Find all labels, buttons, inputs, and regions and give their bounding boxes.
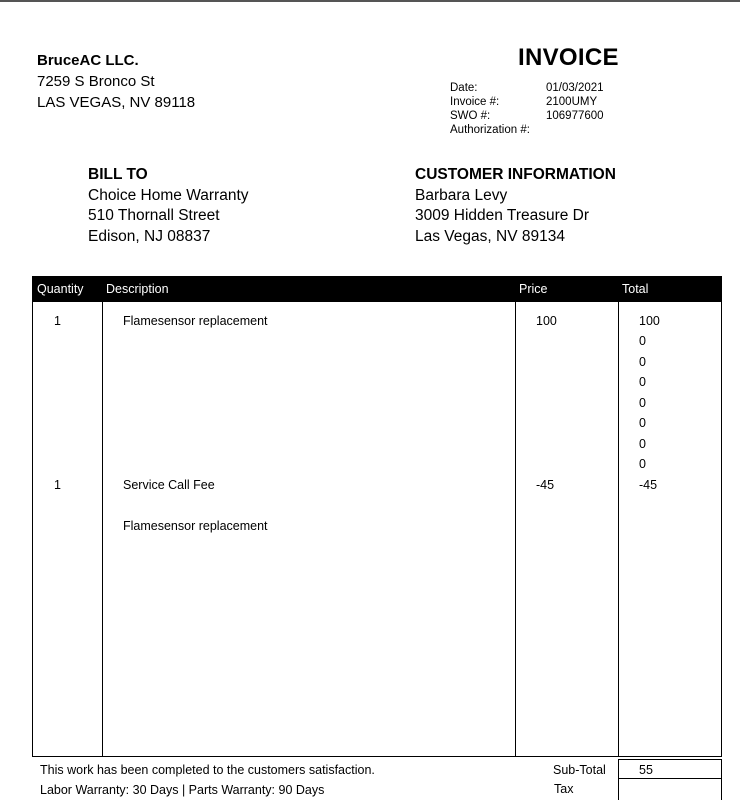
customer-info-line: Las Vegas, NV 89134 <box>415 228 565 245</box>
swo-number-value: 106977600 <box>546 110 604 122</box>
tax-label: Tax <box>554 782 574 796</box>
subtotal-box <box>618 759 722 779</box>
customer-info-line: 3009 Hidden Treasure Dr <box>415 207 590 224</box>
row-total: -45 <box>639 478 658 492</box>
column-header-quantity: Quantity <box>37 282 84 296</box>
column-header-description: Description <box>106 282 169 296</box>
row-total: 0 <box>639 396 646 410</box>
invoice-title: INVOICE <box>518 44 619 71</box>
company-address-line1: 7259 S Bronco St <box>37 73 155 90</box>
customer-info-title: CUSTOMER INFORMATION <box>415 166 616 183</box>
bill-to-line: 510 Thornall Street <box>88 207 220 224</box>
bill-to-line: Choice Home Warranty <box>88 187 249 204</box>
line-items-table <box>32 276 722 757</box>
completion-note: This work has been completed to the customers satisfaction. <box>40 763 375 777</box>
column-divider <box>618 302 619 756</box>
column-header-total: Total <box>622 282 649 296</box>
row-quantity: 1 <box>54 478 61 492</box>
invoice-number-value: 2100UMY <box>546 96 598 108</box>
row-total: 100 <box>639 314 660 328</box>
column-divider <box>515 302 516 756</box>
swo-number-label: SWO #: <box>450 110 491 122</box>
bill-to-line: Edison, NJ 08837 <box>88 228 211 245</box>
table-header <box>33 277 721 302</box>
warranty-note: Labor Warranty: 30 Days | Parts Warranty: 90 Days <box>40 783 325 797</box>
row-total: 0 <box>639 437 646 451</box>
customer-info-line: Barbara Levy <box>415 187 508 204</box>
row-total: 0 <box>639 416 646 430</box>
top-border <box>0 0 740 2</box>
company-address-line2: LAS VEGAS, NV 89118 <box>37 94 196 111</box>
authorization-label: Authorization #: <box>450 124 530 136</box>
tax-box <box>618 778 722 800</box>
bill-to-title: BILL TO <box>88 166 148 183</box>
subtotal-label: Sub-Total <box>553 763 606 777</box>
invoice-number-label: Invoice #: <box>450 96 500 108</box>
subtotal-value: 55 <box>639 763 653 777</box>
company-name: BruceAC LLC. <box>37 52 139 69</box>
row-total: 0 <box>639 334 646 348</box>
date-value: 01/03/2021 <box>546 82 604 94</box>
row-price: -45 <box>536 478 555 492</box>
row-description: Flamesensor replacement <box>123 519 268 533</box>
date-label: Date: <box>450 82 478 94</box>
row-price: 100 <box>536 314 557 328</box>
column-divider <box>102 302 103 756</box>
row-total: 0 <box>639 355 646 369</box>
row-description: Service Call Fee <box>123 478 215 492</box>
column-header-price: Price <box>519 282 548 296</box>
row-description: Flamesensor replacement <box>123 314 268 328</box>
row-total: 0 <box>639 457 646 471</box>
row-total: 0 <box>639 375 646 389</box>
row-quantity: 1 <box>54 314 61 328</box>
